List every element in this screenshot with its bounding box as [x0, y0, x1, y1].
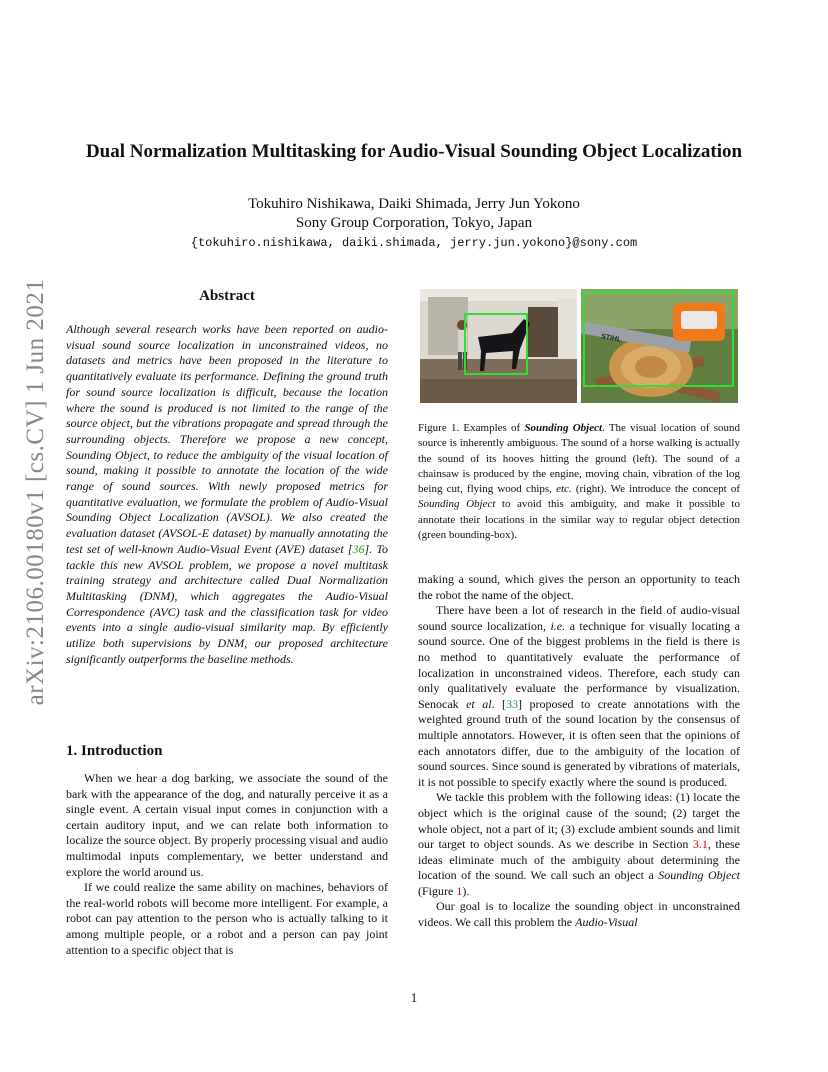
text-run: There have been a lot of research in the field of audio-visual sound source localization,	[418, 603, 740, 633]
author-list: Tokuhiro Nishikawa, Daiki Shimada, Jerry Jun Yokono	[248, 196, 580, 212]
text-run: Our goal is to localize the sounding object in unconstrained videos. We call this problem the	[418, 899, 740, 930]
paragraph: When we hear a dog barking, we associate the sound of the bark with the appearance of the dog, and naturally perceive it as a single event. A certain visual input comes in conjunction with a certain auditory input, and we can relate both information to localize the source object. By properly processing visual and audio multimodal inputs complementary, we better understand and explore the world around us.	[66, 771, 388, 879]
paragraph	[418, 899, 740, 930]
paragraph: making a sound, which gives the person an opportunity to teach the robot the name of the object.	[418, 572, 740, 602]
figure-1-images	[420, 289, 738, 403]
caption-emphasis: etc.	[556, 483, 572, 496]
paragraph	[418, 603, 740, 790]
caption-emphasis: Sounding Object	[524, 422, 603, 434]
caption-text: to avoid this ambiguity, and make it possible to annotate their locations in the similar way to regular object detection (green bounding-box).	[418, 498, 740, 542]
paper-title: Dual Normalization Multitasking for Audio-Visual Sounding Object Localization	[85, 141, 743, 162]
text-run: (Figure	[418, 883, 457, 898]
abstract-text-part: ]. To tackle this new AVSOL problem, we propose a novel multitask training strategy and architecture called Dual Normalization Multitasking (DNM), which aggregates the Audio-Visual Correspondence (AVC) task and the classification task for video events into a single audio-visual similarity map. By efficiently utilize both supervisions by DNM, our proposed architecture significantly outperforms the baseline methods.	[66, 541, 388, 666]
text-run: ).	[462, 883, 470, 898]
text-run: , these ideas eliminate much of the ambiguity about determining the location of the sound. We call such an object a	[418, 837, 741, 883]
text-run: . [	[491, 696, 507, 711]
caption-emphasis: Sounding Object	[418, 498, 496, 511]
figure-1-caption	[418, 421, 740, 543]
citation-link[interactable]: 36	[352, 541, 365, 556]
horse-walking-photo	[420, 289, 577, 403]
text-emphasis: i.e.	[550, 618, 566, 633]
chainsaw-brand-label: STIHL	[600, 333, 622, 344]
chainsaw-log-photo	[581, 289, 738, 403]
left-column-body	[66, 771, 388, 958]
caption-text: Figure 1. Examples of	[418, 422, 525, 434]
text-emphasis: et al	[466, 696, 492, 711]
text-emphasis: Audio-Visual	[575, 915, 638, 930]
text-run: ] proposed to create annotations with the weighted ground truth of the sound location by the consensus of multiple annotators. However, it is often seen that the opinions of each annotators differ, due to the ambiguity of the location of sound sources. Since sound is generated by vibrations of materials, it is not possible to specify exactly where the sound is produced.	[418, 696, 740, 789]
text-run: a technique for visually locating a sound source. One of the biggest problems in the field is there is no method to quantitatively evaluate the performance of localization in unconstrained videos. Therefore, each study can only qualitatively evaluate the performance by visualization. Senocak	[418, 618, 740, 711]
sounding-object-bbox	[464, 313, 528, 375]
page-number: 1	[410, 990, 418, 1005]
paragraph	[418, 790, 740, 899]
text-emphasis: Sounding Object	[658, 868, 740, 883]
arxiv-stamp-text: arXiv:2106.00180v1 [cs.CV] 1 Jun 2021	[22, 278, 49, 706]
section-heading-introduction: 1. Introduction	[66, 743, 163, 759]
sounding-object-bbox	[583, 291, 734, 387]
caption-text: (right). We introduce the concept of	[571, 483, 740, 496]
abstract-text	[66, 322, 388, 667]
abstract-heading: Abstract	[199, 288, 255, 304]
citation-link[interactable]: 33	[506, 696, 519, 711]
figure-reference-link[interactable]: 1	[456, 883, 463, 898]
affiliation: Sony Group Corporation, Tokyo, Japan	[295, 215, 533, 231]
text-run: We tackle this problem with the following ideas: (1) locate the object which is the original cause of the sound; (2) target the whole object, not a part of it; (3) exclude ambient sounds and limit our target to object sounds. As we describe in Section	[418, 790, 740, 852]
abstract-text-part: Although several research works have been reported on audio-visual sound source localization in unconstrained videos, no datasets and metrics have been proposed in the literature to quantitatively evaluate its performance. Defining the ground truth for sound source localization is difficult, because the location where the sound is produced is not limited to the range of the source object, but the vibrations propagate and spread through the surrounding objects. Therefore we propose a new concept, Sounding Object, to reduce the ambiguity of the visual location of sound, making it possible to annotate the location of the wide range of sound sources. With newly proposed metrics for quantitative evaluation, we formulate the problem of Audio-Visual Sounding Object Localization (AVSOL). We also created the evaluation dataset (AVSOL-E dataset) by manually annotating the test set of well-known Audio-Visual Event (AVE) dataset [	[66, 322, 388, 556]
paragraph: If we could realize the same ability on machines, behaviors of the real-world robots will become more intelligent. For example, a robot can pay attention to the person who is actually talking to it among multiple people, or a robot and a person can pay joint attention to a specific object that is	[66, 880, 388, 957]
caption-text: . The visual location of sound source is inherently ambiguous. The sound of a horse walking is actually the sound of its hooves hitting the ground (left). The sound of a chainsaw is produced by the engine, moving chain, vibration of the log being cut, flying wood chips,	[418, 422, 740, 496]
author-emails: {tokuhiro.nishikawa, daiki.shimada, jerry.jun.yokono}@sony.com	[190, 236, 638, 250]
section-reference-link[interactable]: 3.1	[692, 837, 708, 852]
right-column-body	[418, 572, 740, 931]
